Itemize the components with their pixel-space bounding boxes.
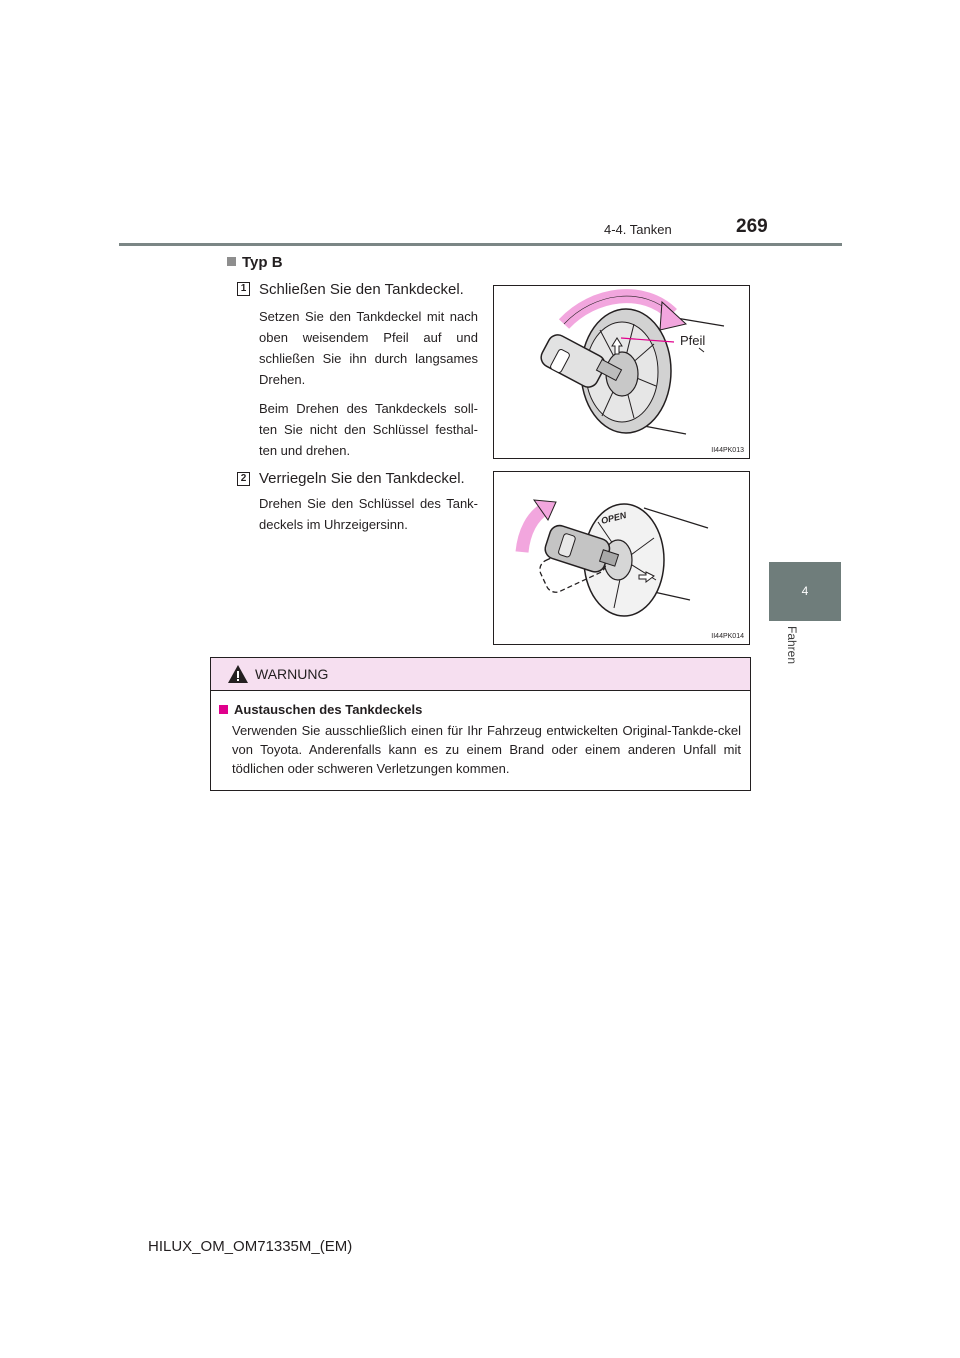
header-section-title: 4-4. Tanken (604, 222, 672, 237)
fuel-cap-locking-illustration (494, 472, 749, 644)
warning-box (210, 657, 751, 791)
chapter-tab[interactable] (769, 562, 841, 621)
figure-1-callout: Pfeil (680, 333, 706, 348)
figure-2-code: II44PK014 (711, 633, 744, 640)
fuel-cap-closing-illustration (494, 286, 749, 458)
step-1-body (259, 306, 478, 469)
warning-item-title (219, 702, 422, 717)
figure-1-code: II44PK013 (711, 447, 744, 454)
header-divider (119, 243, 842, 246)
warning-triangle-icon (227, 664, 249, 684)
step-1-paragraph-2: Beim Drehen des Tankdeckels soll-ten Sie nicht den Schlüssel festhal-ten und drehen. (259, 401, 478, 458)
heading-bullet-icon (227, 257, 236, 266)
document-id-footer: HILUX_OM_OM71335M_(EM) (148, 1238, 353, 1255)
chapter-label: Fahren (785, 626, 799, 665)
warning-bullet-icon (219, 705, 228, 714)
warning-title: WARNUNG (255, 666, 329, 682)
step-2-body (259, 493, 478, 543)
warning-header (211, 658, 750, 691)
step-2-title: Verriegeln Sie den Tankdeckel. (259, 470, 465, 487)
page-number: 269 (736, 216, 768, 237)
section-heading (227, 254, 283, 271)
figure-lock-fuel-cap (493, 471, 750, 645)
figure-close-fuel-cap (493, 285, 750, 459)
step-1-title: Schließen Sie den Tankdeckel. (259, 281, 464, 298)
step-1-number: 1 (237, 282, 250, 296)
chapter-number: 4 (801, 584, 809, 598)
step-2-number: 2 (237, 472, 250, 486)
warning-item-title-text: Austauschen des Tankdeckels (234, 702, 423, 717)
step-1-paragraph-1: Setzen Sie den Tankdeckel mit nach oben weisendem Pfeil auf und schließen Sie ihn durch langsames Drehen. (259, 309, 478, 387)
warning-item-text: Verwenden Sie ausschließlich einen für Ihr Fahrzeug entwickelten Original-Tankde-ckel von Toyota. Anderenfalls kann es zu einem Brand oder einem anderen Unfall mit tödlichen oder schweren Verletzungen kommen. (232, 723, 741, 776)
cap-open-marking: OPEN (600, 510, 628, 526)
section-heading-text: Typ B (242, 254, 283, 271)
step-2-paragraph-1: Drehen Sie den Schlüssel des Tank-deckels im Uhrzeigersinn. (259, 496, 478, 532)
